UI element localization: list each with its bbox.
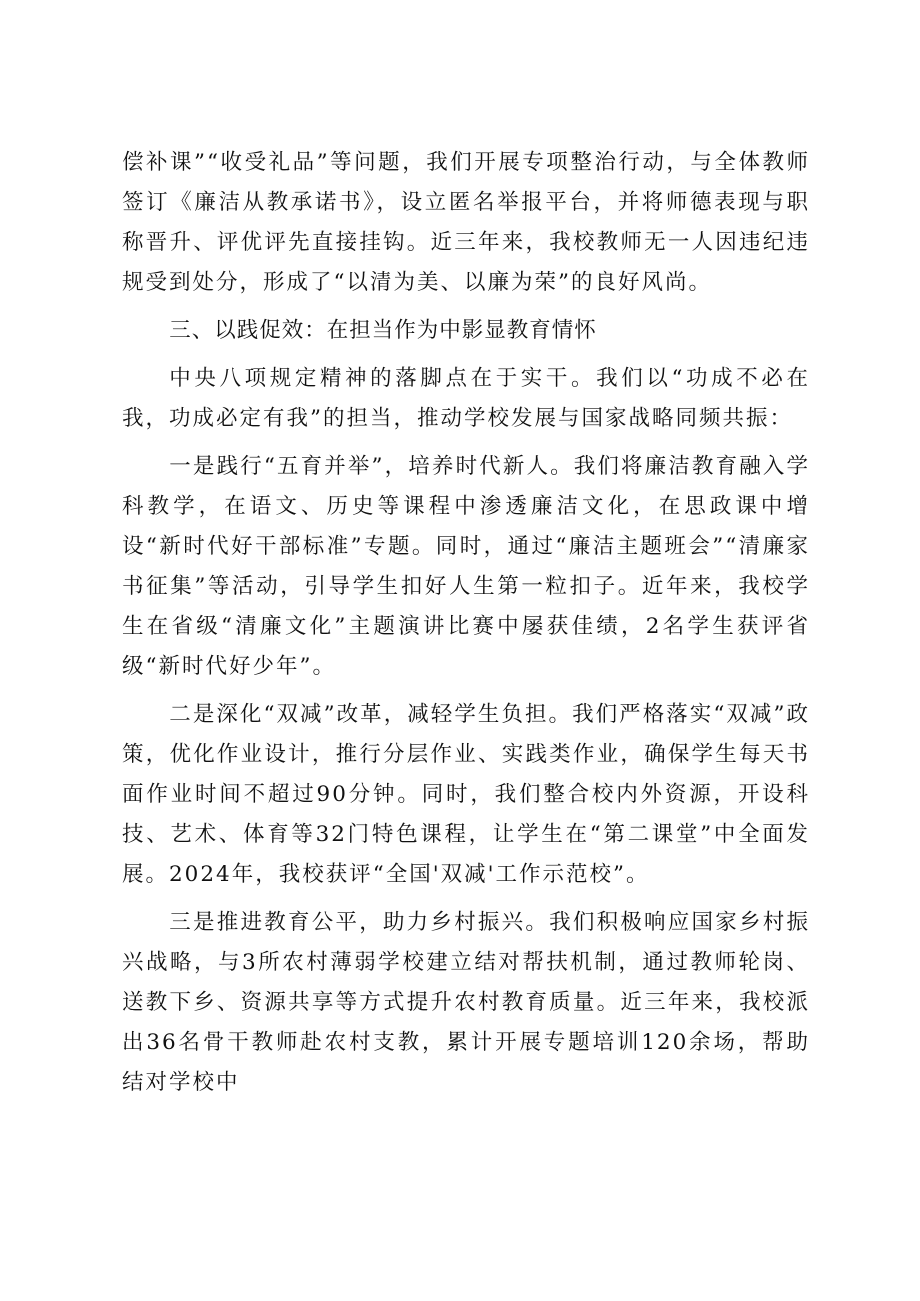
paragraph-double-reduction: 二是深化“双减”改革，减轻学生负担。我们严格落实“双减”政策，优化作业设计，推行分层作业、实践类作业，确保学生每天书面作业时间不超过90分钟。同时，我们整合校内外资源，开设科技、艺术、体育等32门特色课程，让学生在“第二课堂”中全面发展。2024年，我校获评“全国'双减'工作示范校”。 bbox=[122, 702, 810, 887]
section-heading: 三、以践促效：在担当作为中影显教育情怀 bbox=[169, 318, 597, 343]
continuation-paragraph: 偿补课”“收受礼品”等问题，我们开展专项整治行动，与全体教师签订《廉洁从教承诺书》，设立匿名举报平台，并将师德表现与职称晋升、评优评先直接挂钩。近三年来，我校教师无一人因违纪违规受到处分，形成了“以清为美、以廉为荣”的良好风尚。 bbox=[122, 150, 810, 295]
paragraph-education-equity: 三是推进教育公平，助力乡村振兴。我们积极响应国家乡村振兴战略，与3所农村薄弱学校建立结对帮扶机制，通过教师轮岗、送教下乡、资源共享等方式提升农村教育质量。近三年来，我校派出36名骨干教师赴农村支教，累计开展专题培训120余场，帮助结对学校中 bbox=[122, 910, 810, 1095]
intro-paragraph: 中央八项规定精神的落脚点在于实干。我们以“功成不必在我，功成必定有我”的担当，推动学校发展与国家战略同频共振： bbox=[122, 366, 810, 431]
paragraph-five-education: 一是践行“五育并举”，培养时代新人。我们将廉洁教育融入学科教学，在语文、历史等课程中渗透廉洁文化，在思政课中增设“新时代好干部标准”专题。同时，通过“廉洁主题班会”“清廉家书征集”等活动，引导学生扣好人生第一粒扣子。近年来，我校学生在省级“清廉文化”主题演讲比赛中屡获佳绩，2名学生获评省级“新时代好少年”。 bbox=[122, 454, 810, 679]
document-body bbox=[122, 143, 810, 1111]
